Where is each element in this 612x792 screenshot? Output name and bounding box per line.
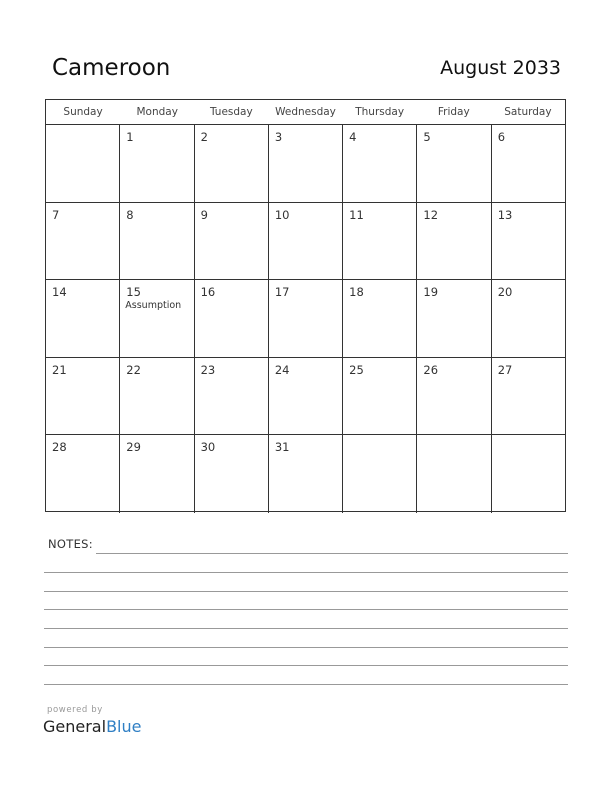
day-number: 30 [200,440,216,455]
day-cell [269,358,343,435]
day-cell [195,435,269,513]
day-cell [120,435,194,513]
day-number: 14 [52,285,67,300]
day-number: 4 [349,130,357,144]
day-cell [343,435,417,513]
day-number: 26 [423,362,439,377]
day-cell [195,280,269,357]
day-cell [195,203,269,280]
day-cell [46,435,120,513]
day-number: 16 [200,285,216,300]
note-line [44,628,568,629]
day-number: 15 [126,285,141,300]
weekday-friday: Friday [437,106,470,118]
day-cell [120,203,194,280]
note-line [44,572,568,573]
day-number: 1 [126,130,134,144]
day-cell [46,125,120,202]
week-row-1 [46,125,565,203]
week-row-5 [46,435,565,513]
day-cell [343,203,417,280]
day-number: 22 [126,362,141,377]
powered-by-text: powered by [47,705,103,715]
day-number: 21 [52,362,67,377]
day-number: 11 [349,207,364,222]
day-cell [120,125,194,202]
day-cell [492,125,565,202]
notes-label: NOTES: [48,537,93,551]
weekday-header-row [46,100,565,125]
day-number: 5 [423,130,431,144]
day-cell [417,358,491,435]
day-cell [195,125,269,202]
day-number: 13 [497,207,513,222]
holiday-label: Assumption [125,300,182,312]
day-cell [492,280,565,357]
note-line [44,647,568,648]
note-line [44,609,568,610]
day-cell [46,358,120,435]
calendar-grid [45,99,566,512]
generalblue-logo [43,717,141,736]
week-row-3 [46,280,565,358]
weekday-wednesday: Wednesday [275,106,336,118]
note-line [44,684,568,685]
day-cell [195,358,269,435]
day-number: 8 [126,207,134,222]
day-cell [343,125,417,202]
weekday-sunday: Sunday [63,106,103,118]
day-number: 28 [52,440,67,455]
note-line [44,591,568,592]
day-number: 24 [274,362,290,377]
day-cell [269,125,343,202]
day-number: 17 [274,285,290,300]
day-cell [492,435,565,513]
weekday-thursday: Thursday [355,106,405,118]
day-cell [492,203,565,280]
day-number: 18 [349,285,364,300]
day-cell [417,203,491,280]
day-number: 31 [274,440,290,455]
day-cell-holiday [120,280,194,357]
week-row-2 [46,203,565,281]
day-number: 27 [497,362,513,377]
day-cell [417,280,491,357]
weekday-saturday: Saturday [504,106,552,118]
day-cell [269,280,343,357]
day-number: 29 [126,440,141,455]
day-cell [269,435,343,513]
day-cell [269,203,343,280]
weekday-monday: Monday [136,106,178,118]
day-cell [492,358,565,435]
brand-general: General [43,717,107,736]
day-number: 10 [274,207,290,222]
day-number: 6 [497,130,506,144]
weekday-tuesday: Tuesday [209,106,253,118]
day-number: 2 [200,130,208,144]
day-cell [46,203,120,280]
week-row-4 [46,358,565,436]
day-cell [343,358,417,435]
brand-blue: Blue [106,717,142,736]
country-title: Cameroon [52,55,171,81]
day-cell [417,125,491,202]
day-cell [417,435,491,513]
day-cell [343,280,417,357]
day-number: 25 [349,362,364,377]
day-cell [46,280,120,357]
day-number: 7 [52,207,60,222]
day-number: 19 [423,285,439,300]
note-line [96,553,568,554]
day-number: 20 [497,285,513,300]
month-title: August 2033 [440,57,561,79]
day-number: 12 [423,207,439,222]
day-number: 3 [274,130,283,144]
day-number: 9 [200,207,208,222]
day-number: 23 [200,362,216,377]
day-cell [120,358,194,435]
note-line [44,665,568,666]
